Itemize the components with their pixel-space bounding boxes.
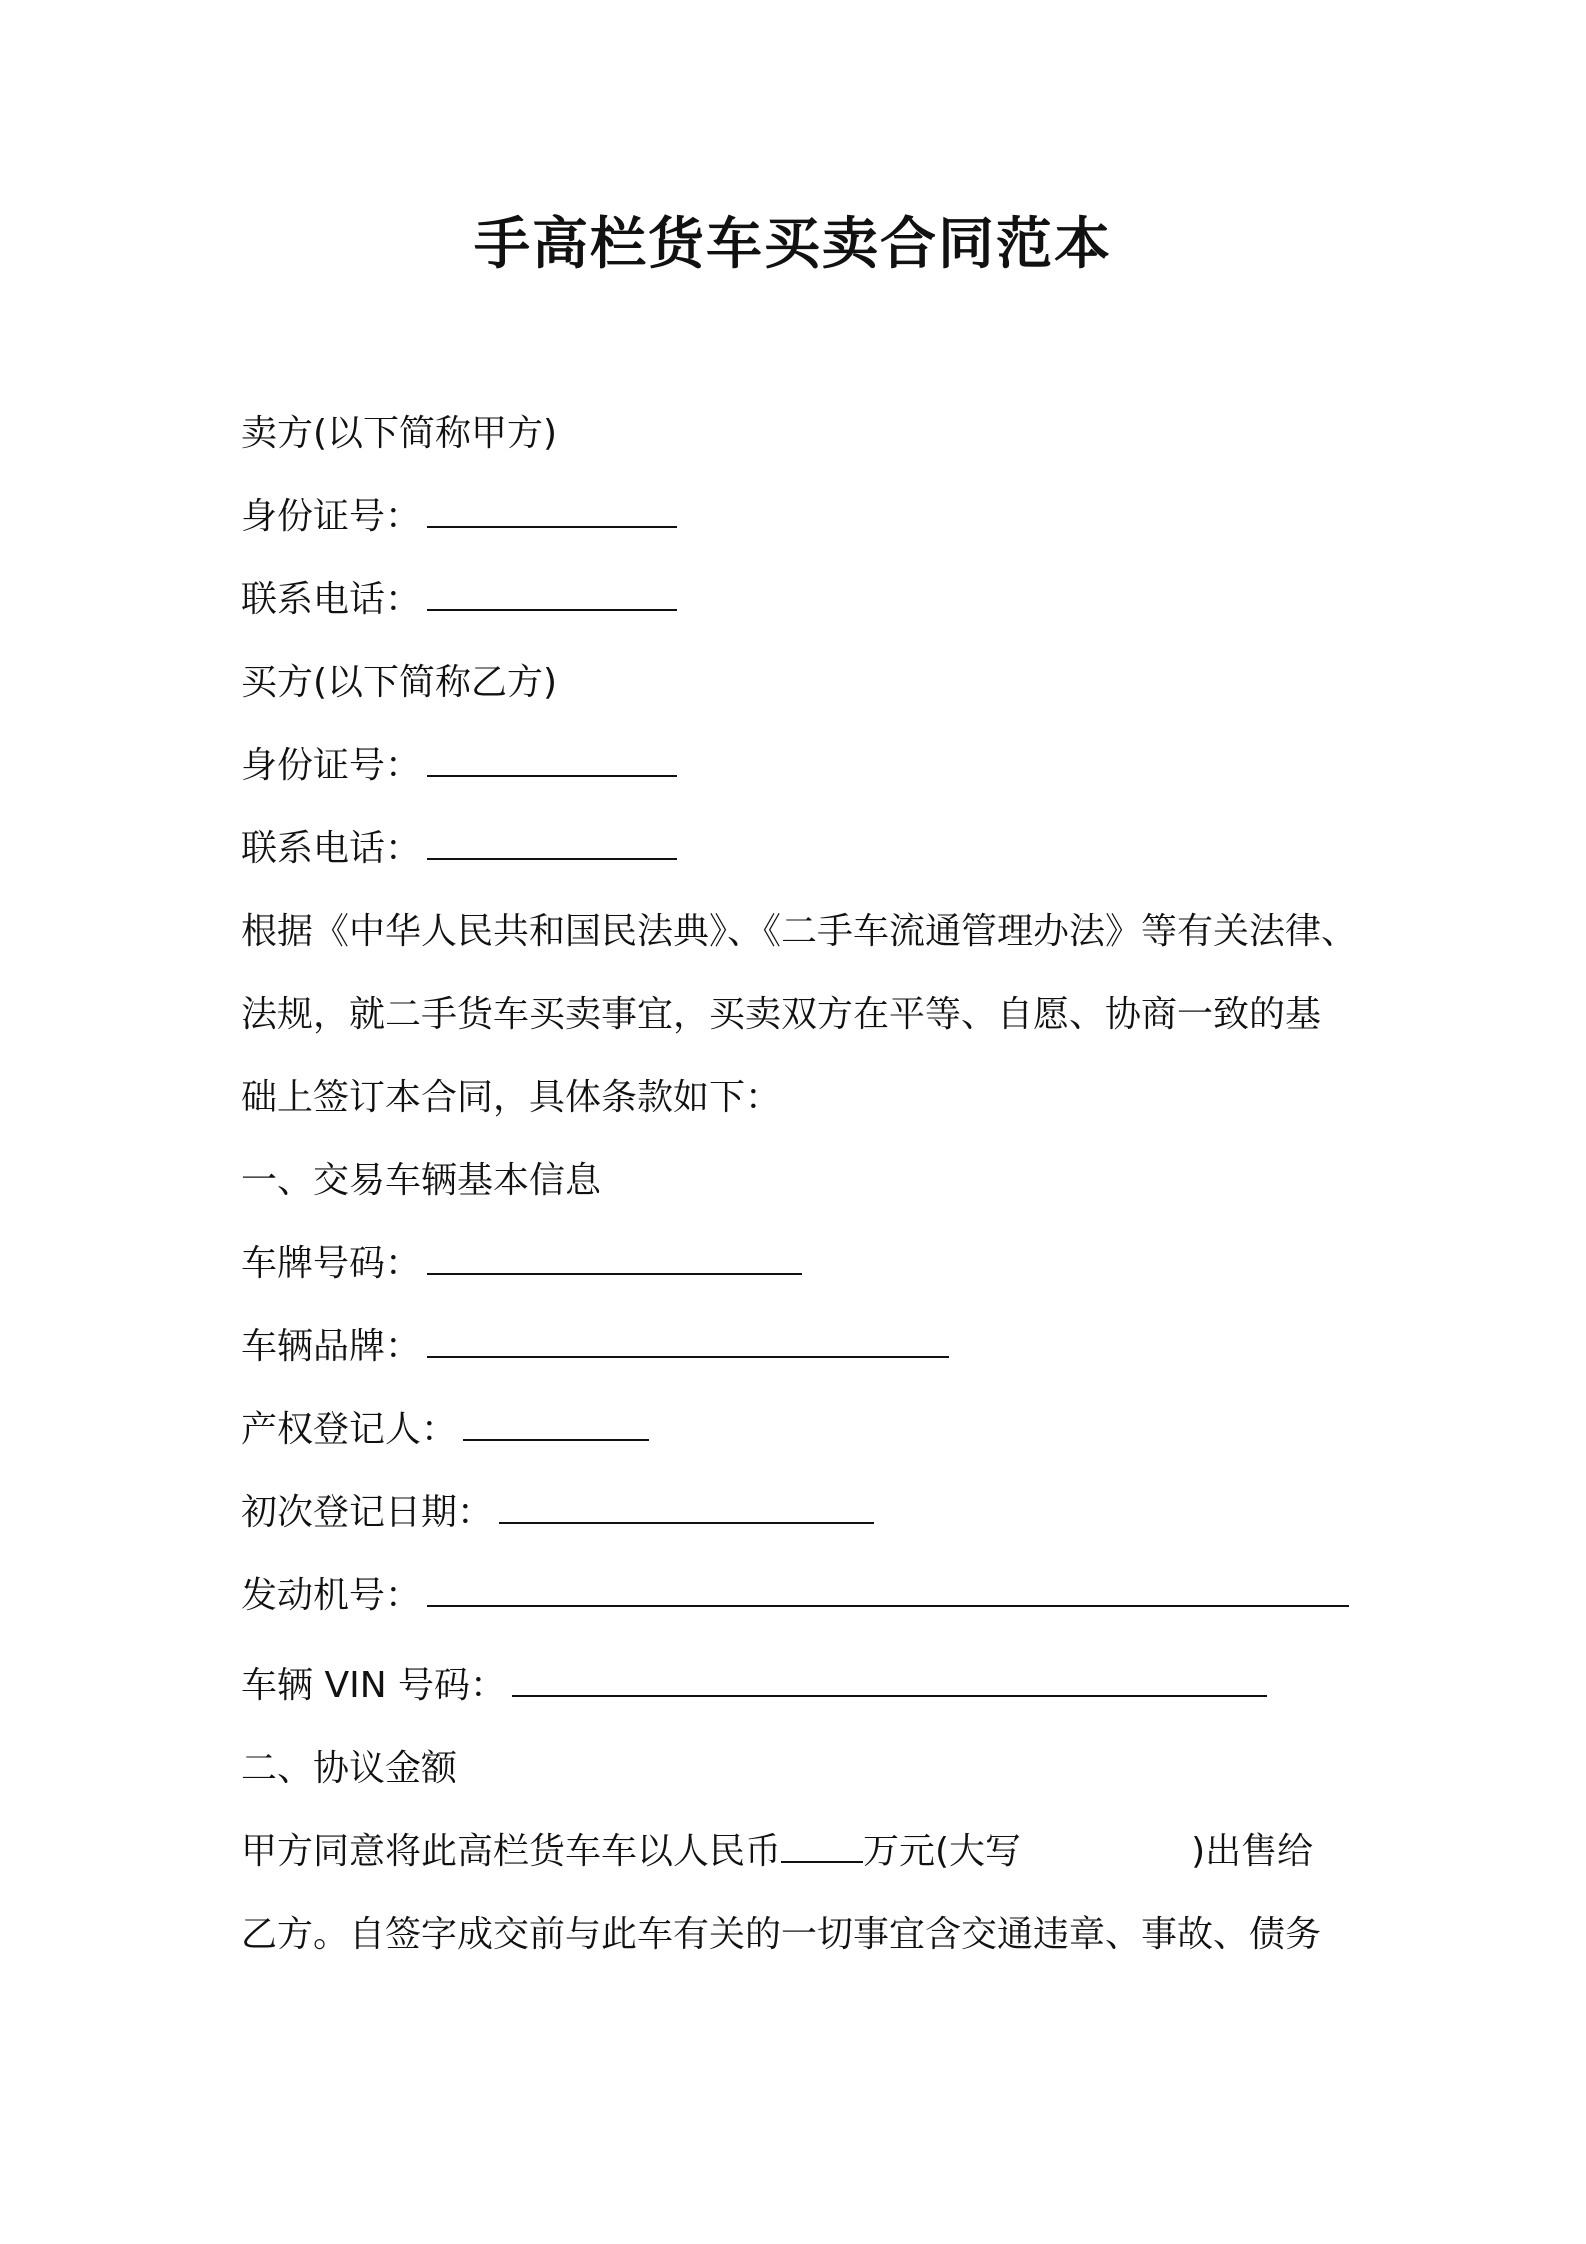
- vin-row: [241, 1659, 1267, 1713]
- section2-heading: 二、协议金额: [241, 1748, 458, 1789]
- buyer-phone-row: [241, 822, 677, 876]
- price-text-b: 万元(大写: [863, 1831, 1022, 1872]
- vin-blank: [512, 1659, 1267, 1697]
- price-amount-blank: [781, 1825, 863, 1863]
- seller-phone-label: 联系电话：: [241, 579, 422, 620]
- brand-blank: [427, 1320, 949, 1358]
- plate-row: [241, 1237, 802, 1291]
- seller-phone-row: [241, 573, 677, 627]
- owner-blank: [463, 1403, 649, 1441]
- intro-line-3: 础上签订本合同，具体条款如下：: [241, 1077, 782, 1118]
- brand-label: 车辆品牌：: [241, 1326, 422, 1367]
- price-text-c: )出售给: [1191, 1831, 1314, 1872]
- engine-row: [241, 1569, 1349, 1623]
- first-reg-blank: [499, 1486, 874, 1524]
- owner-label: 产权登记人：: [241, 1409, 458, 1450]
- price-line-1: [241, 1825, 1313, 1879]
- section1-heading: 一、交易车辆基本信息: [241, 1160, 602, 1201]
- seller-id-blank: [427, 490, 677, 528]
- first-reg-row: [241, 1486, 874, 1540]
- price-text-a: 甲方同意将此高栏货车车以人民币: [241, 1831, 782, 1872]
- buyer-id-label: 身份证号：: [241, 745, 422, 786]
- intro-line-1: 根据《中华人民共和国民法典》、《二手车流通管理办法》等有关法律、: [241, 911, 1358, 952]
- seller-phone-blank: [427, 573, 677, 611]
- buyer-id-row: [241, 739, 677, 793]
- buyer-phone-label: 联系电话：: [241, 828, 422, 869]
- plate-blank: [427, 1237, 802, 1275]
- seller-id-label: 身份证号：: [241, 496, 422, 537]
- owner-row: [241, 1403, 649, 1457]
- plate-label: 车牌号码：: [241, 1243, 422, 1284]
- engine-blank: [427, 1569, 1349, 1607]
- page-title: 手高栏货车买卖合同范本: [474, 212, 1112, 277]
- buyer-heading: 买方(以下简称乙方): [241, 662, 558, 703]
- first-reg-label: 初次登记日期：: [241, 1492, 494, 1533]
- seller-heading: 卖方(以下简称甲方): [241, 413, 558, 454]
- engine-label: 发动机号：: [241, 1575, 422, 1616]
- price-line-2: 乙方。自签字成交前与此车有关的一切事宜含交通违章、事故、债务: [241, 1914, 1322, 1955]
- buyer-id-blank: [427, 739, 677, 777]
- vin-label: 车辆 VIN 号码：: [241, 1665, 507, 1706]
- brand-row: [241, 1320, 949, 1374]
- intro-line-2: 法规，就二手货车买卖事宜，买卖双方在平等、自愿、协商一致的基: [241, 994, 1322, 1035]
- seller-id-row: [241, 490, 677, 544]
- buyer-phone-blank: [427, 822, 677, 860]
